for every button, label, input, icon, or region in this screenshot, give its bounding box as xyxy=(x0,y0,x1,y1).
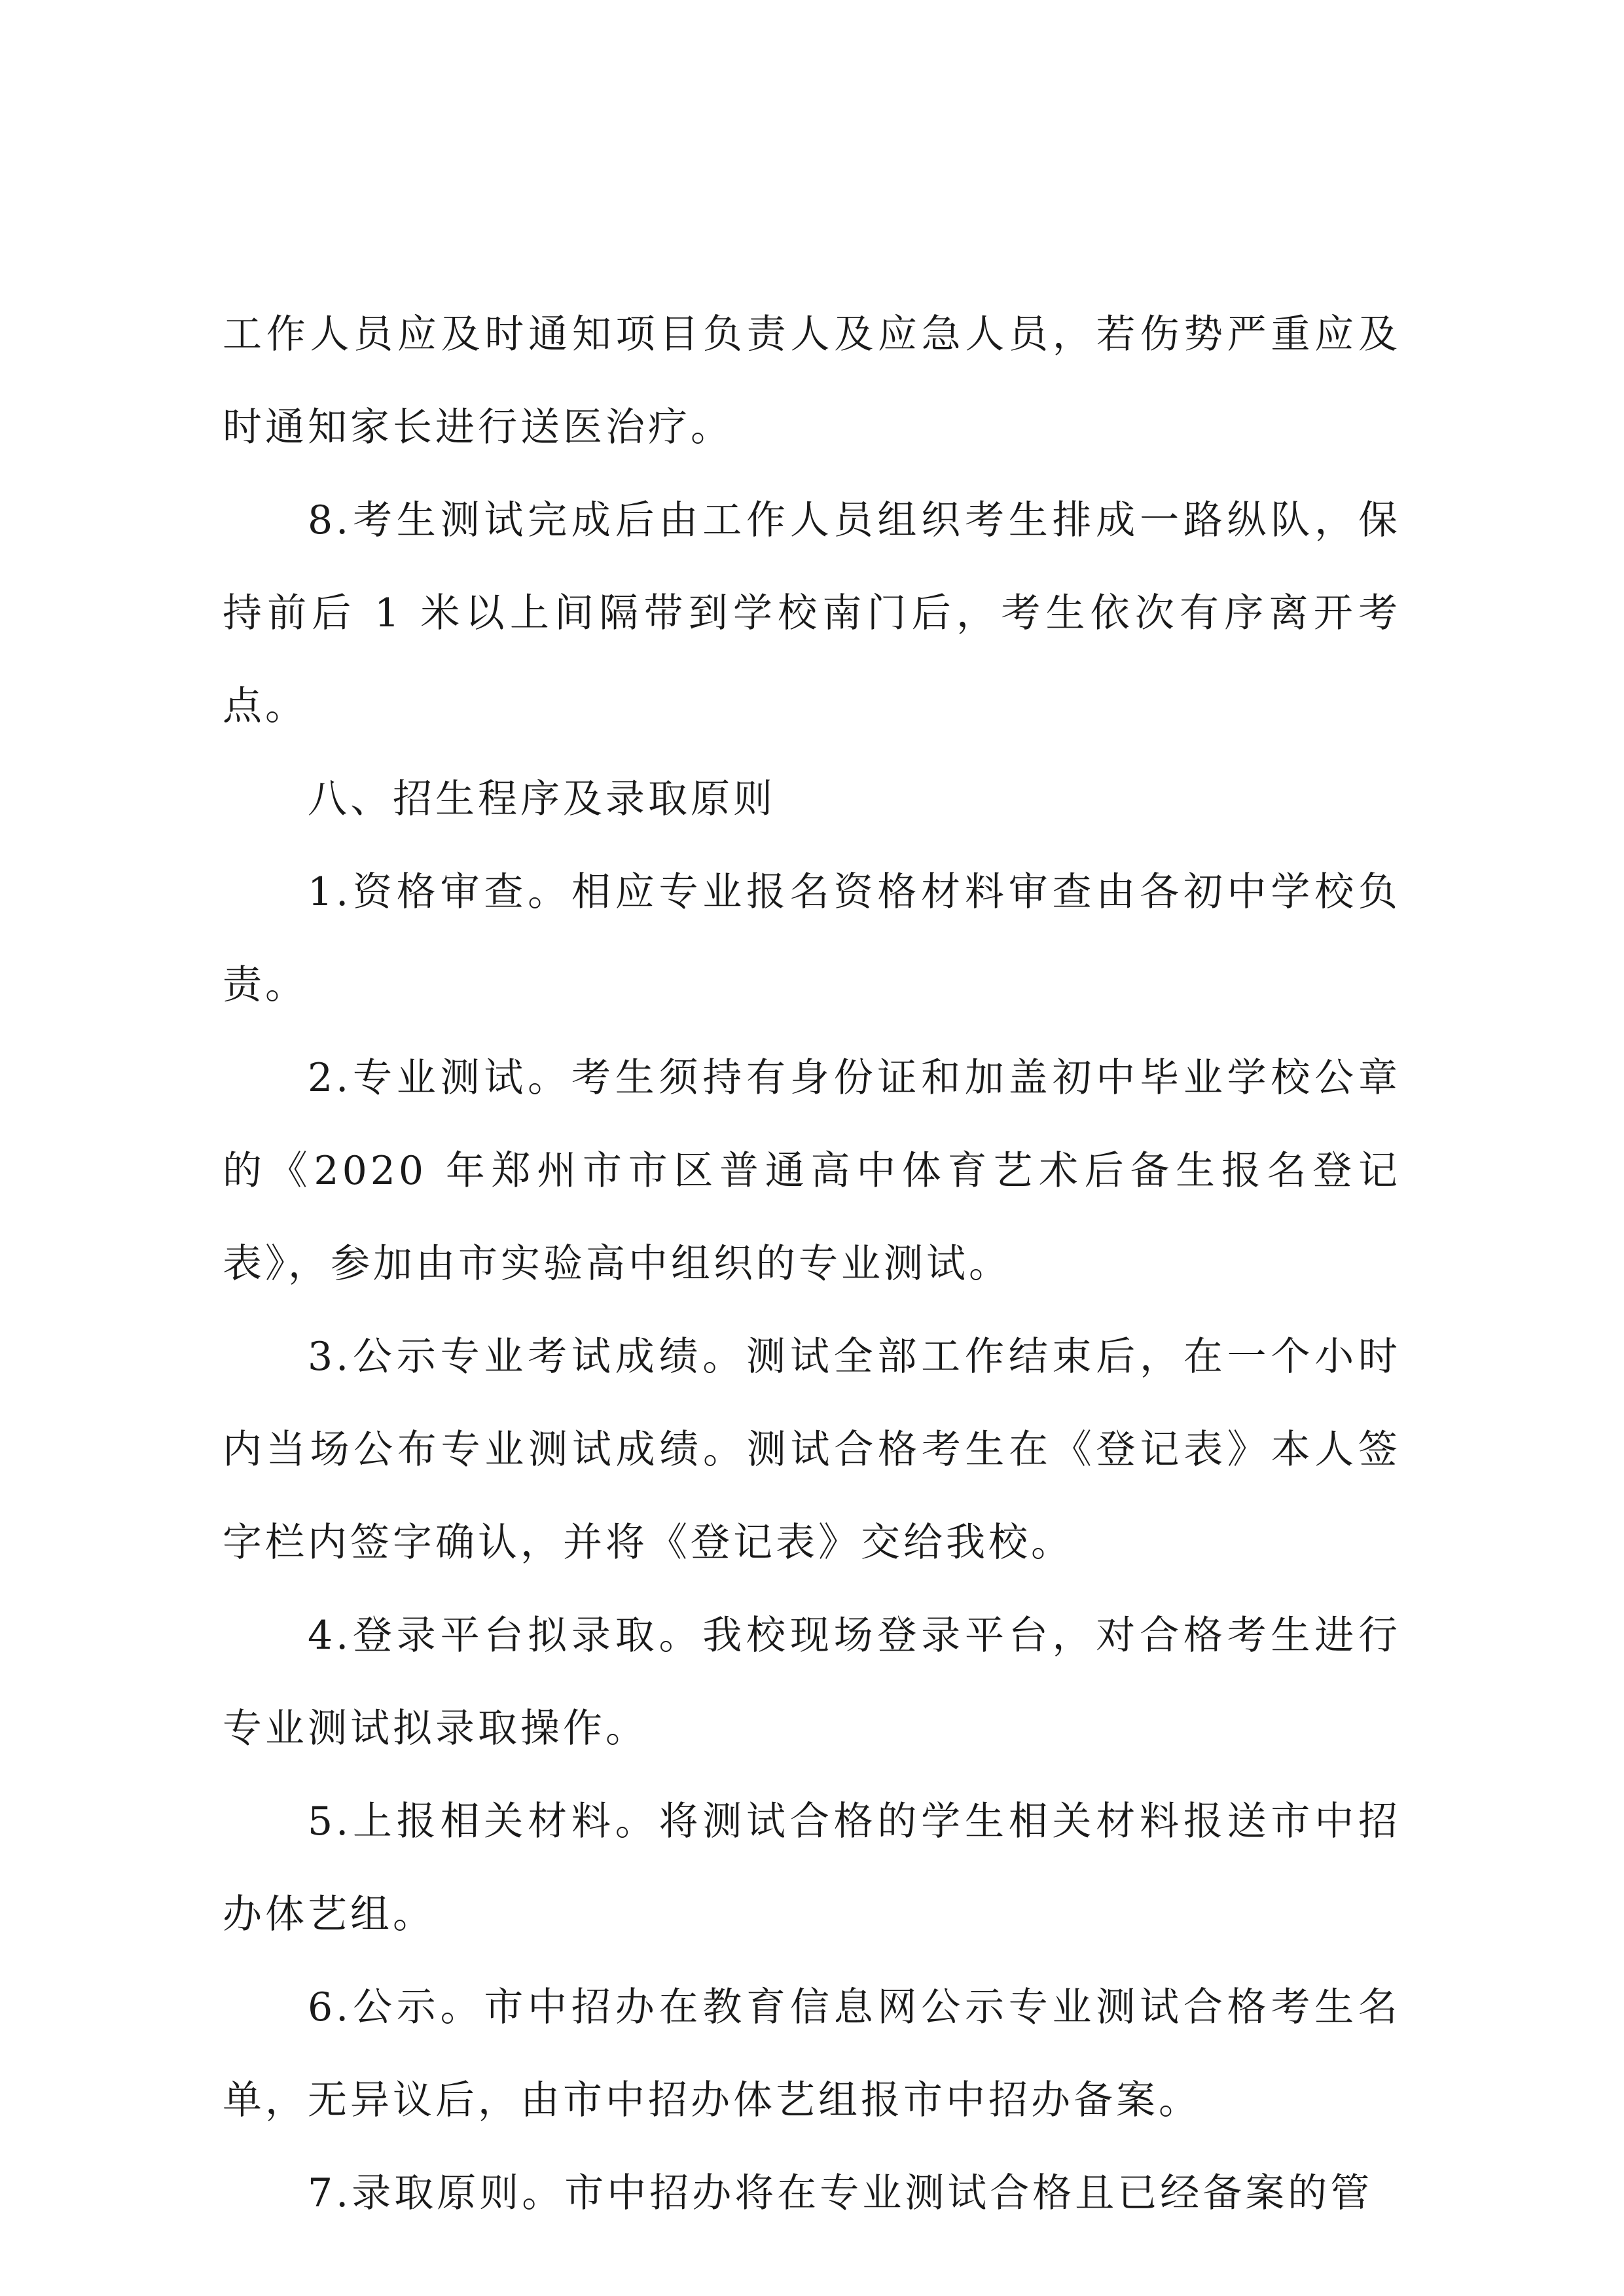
paragraph-item-6-publicity: 6.公示。市中招办在教育信息网公示专业测试合格考生名单，无异议后，由市中招办体艺组报市中招办备案。 xyxy=(223,1984,1401,2123)
paragraph-item-8-departure: 8.考生测试完成后由工作人员组织考生排成一路纵队，保持前后 1 米以上间隔带到学校南门后，考生依次有序离开考点。 xyxy=(223,497,1401,729)
paragraph-item-7-admission-principle: 7.录取原则。市中招办将在专业测试合格且已经备案的管 xyxy=(308,2170,1373,2216)
paragraph-item-1-qualification: 1.资格审查。相应专业报名资格材料审查由各初中学校负责。 xyxy=(223,869,1401,1008)
paragraph-injury-notice: 工作人员应及时通知项目负责人及应急人员，若伤势严重应及时通知家长进行送医治疗。 xyxy=(223,312,1401,450)
paragraph-item-3-score-publication: 3.公示专业考试成绩。测试全部工作结束后，在一个小时内当场公布专业测试成绩。测试合格考生在《登记表》本人签字栏内签字确认，并将《登记表》交给我校。 xyxy=(223,1334,1401,1566)
paragraph-item-5-report-materials: 5.上报相关材料。将测试合格的学生相关材料报送市中招办体艺组。 xyxy=(223,1799,1401,1937)
section-heading-8: 八、招生程序及录取原则 xyxy=(308,776,776,822)
paragraph-item-4-platform-admission: 4.登录平台拟录取。我校现场登录平台，对合格考生进行专业测试拟录取操作。 xyxy=(223,1613,1401,1751)
document-body xyxy=(223,288,1401,2240)
paragraph-item-2-professional-test: 2.专业测试。考生须持有身份证和加盖初中毕业学校公章的《2020 年郑州市市区普通高中体育艺术后备生报名登记表》，参加由市实验高中组织的专业测试。 xyxy=(223,1055,1401,1287)
